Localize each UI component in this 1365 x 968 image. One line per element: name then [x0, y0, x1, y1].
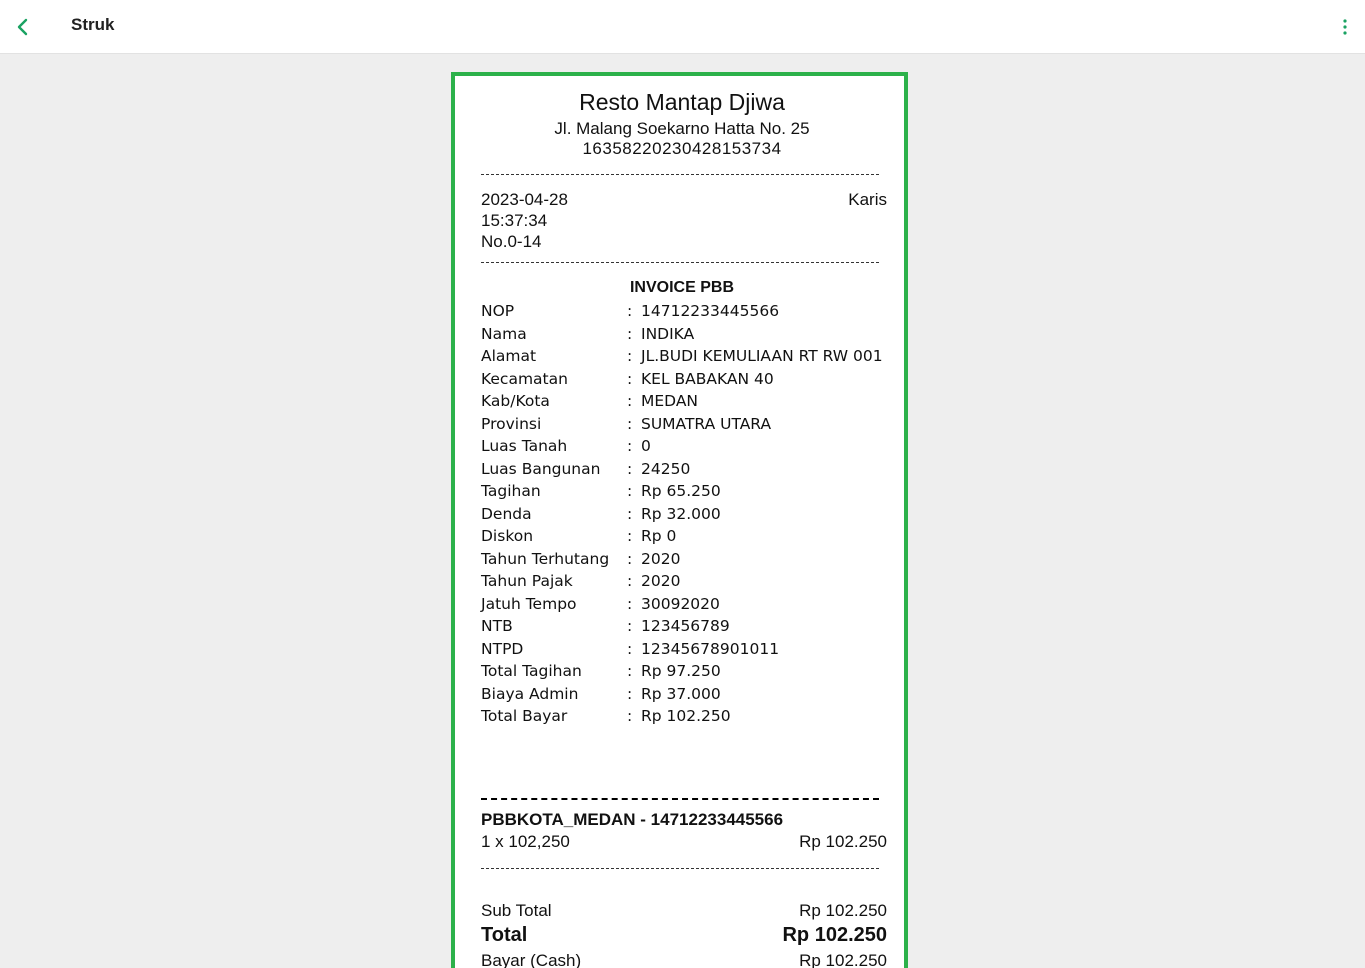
invoice-row-label: Jatuh Tempo	[481, 594, 577, 613]
invoice-row	[481, 414, 883, 435]
invoice-row-value: 30092020	[641, 594, 720, 613]
more-options-button[interactable]	[1335, 14, 1355, 40]
invoice-row-separator: :	[627, 617, 633, 635]
invoice-title: INVOICE PBB	[629, 279, 734, 296]
divider	[481, 262, 879, 263]
invoice-row	[481, 616, 883, 637]
invoice-row-value: INDIKA	[641, 324, 695, 343]
invoice-row-value: KEL BABAKAN 40	[641, 369, 774, 388]
invoice-row-value: Rp 32.000	[641, 504, 721, 523]
invoice-row-value: Rp 0	[641, 527, 677, 545]
invoice-row	[481, 706, 883, 727]
invoice-row-label: Luas Tanah	[481, 437, 568, 455]
invoice-row	[481, 369, 883, 390]
paid-label: Bayar (Cash)	[481, 951, 582, 968]
invoice-row-separator: :	[627, 572, 633, 590]
invoice-row-value: 14712233445566	[641, 302, 780, 320]
invoice-row-separator: :	[627, 324, 633, 343]
store-id: 16358220230428153734	[582, 139, 782, 158]
invoice-row-label: Biaya Admin	[481, 684, 579, 703]
invoice-row-value: Rp 37.000	[641, 684, 721, 703]
back-button[interactable]	[10, 14, 36, 40]
item-quantity-price: 1 x 102,250	[481, 832, 570, 851]
total-value: Rp 102.250	[782, 924, 887, 946]
invoice-row-label: Total Tagihan	[481, 662, 582, 680]
invoice-row-separator: :	[627, 437, 633, 455]
invoice-row-label: Nama	[481, 324, 527, 343]
invoice-row-value: JL.BUDI KEMULIAAN RT RW 001	[641, 347, 883, 365]
invoice-row-value: 2020	[641, 549, 681, 568]
invoice-row-value: Rp 102.250	[641, 707, 731, 725]
invoice-row-value: MEDAN	[641, 392, 699, 410]
invoice-row-separator: :	[627, 504, 633, 523]
app-bar	[0, 0, 1365, 54]
receipt-number: No.0-14	[481, 232, 542, 251]
invoice-row-separator: :	[627, 414, 633, 433]
invoice-row-label: Diskon	[481, 527, 534, 545]
invoice-row-value: 0	[641, 437, 651, 455]
invoice-row-label: Total Bayar	[481, 707, 568, 725]
cashier-name: Karis	[848, 190, 887, 209]
invoice-row-label: NTB	[481, 617, 513, 635]
invoice-row-label: Provinsi	[481, 414, 542, 433]
invoice-row	[481, 639, 883, 660]
invoice-row-value: 123456789	[641, 617, 730, 635]
invoice-row-separator: :	[627, 392, 633, 410]
invoice-row-separator: :	[627, 482, 633, 500]
receipt-date: 2023-04-28	[481, 190, 568, 209]
divider	[481, 868, 879, 869]
invoice-row	[481, 526, 883, 547]
receipt-card	[451, 72, 908, 968]
invoice-row-separator: :	[627, 527, 633, 545]
chevron-left-icon	[16, 17, 30, 37]
invoice-row-label: Kecamatan	[481, 369, 568, 388]
receipt-time: 15:37:34	[481, 211, 548, 230]
item-amount: Rp 102.250	[799, 832, 887, 851]
invoice-row-label: Luas Bangunan	[481, 459, 601, 478]
invoice-row-separator: :	[627, 347, 633, 365]
invoice-row-label: Kab/Kota	[481, 392, 550, 410]
invoice-row	[481, 459, 883, 480]
store-name: Resto Mantap Djiwa	[579, 89, 785, 115]
invoice-row-value: 2020	[641, 572, 681, 590]
invoice-row	[481, 346, 883, 367]
invoice-row-value: 12345678901011	[641, 639, 780, 658]
paid-value: Rp 102.250	[799, 951, 887, 968]
invoice-row	[481, 481, 883, 502]
invoice-details	[481, 301, 883, 729]
invoice-row-label: NOP	[481, 302, 515, 320]
more-vertical-icon	[1342, 17, 1348, 37]
invoice-row-label: Denda	[481, 504, 532, 523]
subtotal-label: Sub Total	[481, 901, 552, 920]
invoice-row	[481, 436, 883, 457]
invoice-row-label: Tahun Terhutang	[481, 549, 610, 568]
invoice-row-separator: :	[627, 302, 633, 320]
invoice-row	[481, 301, 883, 322]
invoice-row-separator: :	[627, 549, 633, 568]
invoice-row	[481, 661, 883, 682]
invoice-row-separator: :	[627, 662, 633, 680]
invoice-row-separator: :	[627, 684, 633, 703]
invoice-row	[481, 684, 883, 705]
item-name: PBBKOTA_MEDAN - 14712233445566	[481, 810, 784, 829]
total-label: Total	[481, 924, 528, 946]
invoice-row	[481, 504, 883, 525]
invoice-row-value: SUMATRA UTARA	[641, 414, 772, 433]
invoice-row-label: Tagihan	[481, 482, 541, 500]
invoice-row-value: Rp 65.250	[641, 482, 721, 500]
invoice-row-separator: :	[627, 707, 633, 725]
invoice-row	[481, 324, 883, 345]
invoice-row-separator: :	[627, 369, 633, 388]
invoice-row-value: 24250	[641, 459, 691, 478]
page-title: Struk	[71, 15, 115, 34]
invoice-row-label: Alamat	[481, 347, 537, 365]
divider	[481, 798, 879, 800]
invoice-row-label: NTPD	[481, 639, 524, 658]
invoice-row-separator: :	[627, 594, 633, 613]
invoice-row-value: Rp 97.250	[641, 662, 721, 680]
invoice-row-separator: :	[627, 639, 633, 658]
invoice-row-separator: :	[627, 459, 633, 478]
invoice-row-label: Tahun Pajak	[481, 572, 573, 590]
invoice-row	[481, 571, 883, 592]
invoice-row	[481, 391, 883, 412]
invoice-row	[481, 549, 883, 570]
store-address: Jl. Malang Soekarno Hatta No. 25	[554, 119, 810, 138]
divider	[481, 174, 879, 175]
subtotal-value: Rp 102.250	[799, 901, 887, 920]
invoice-row	[481, 594, 883, 615]
